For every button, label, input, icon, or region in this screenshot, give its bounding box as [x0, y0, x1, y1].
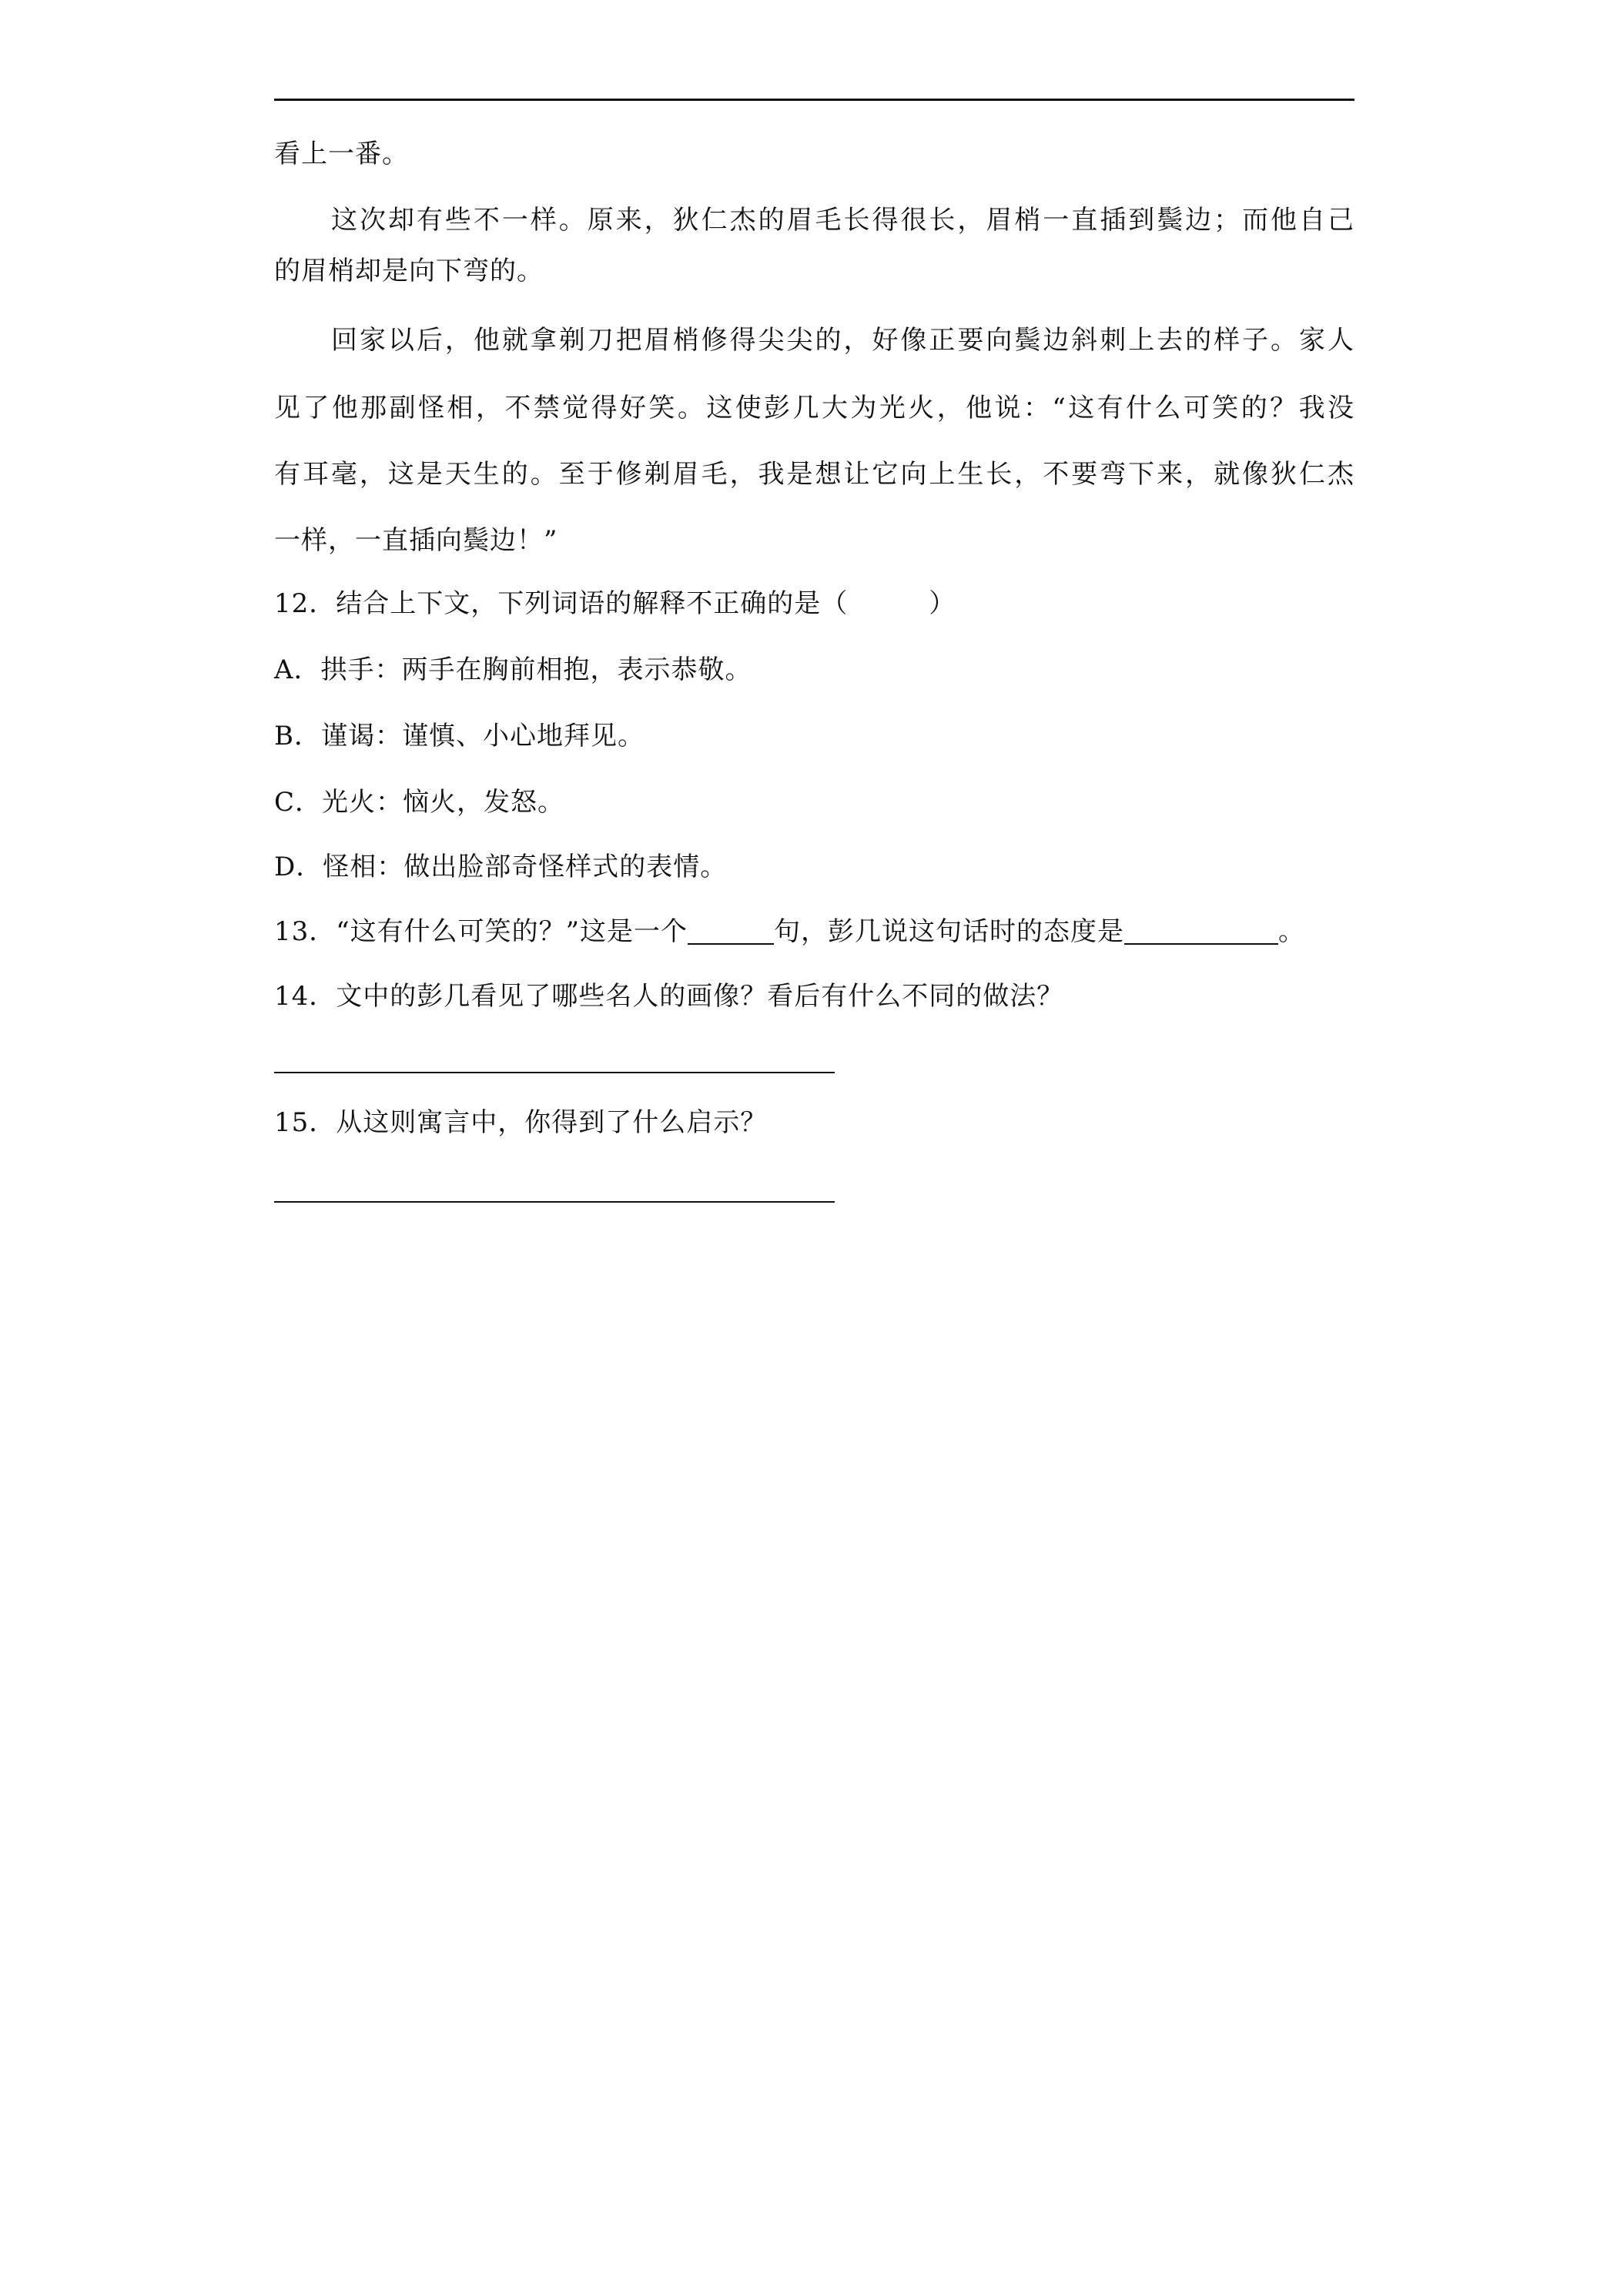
- passage-line: 回家以后，他就拿剃刀把眉梢修得尖尖的，好像正要向鬓边斜刺上去的样子。家人: [331, 325, 1354, 356]
- question-14-answer-line[interactable]: [274, 1072, 835, 1073]
- passage-line: 的眉梢却是向下弯的。: [274, 256, 544, 286]
- passage-line: 见了他那副怪相，不禁觉得好笑。这使彭几大为光火，他说：“这有什么可笑的？我没: [274, 393, 1354, 423]
- question-13: [274, 915, 1354, 949]
- question-14-stem: 14．文中的彭几看见了哪些名人的画像？看后有什么不同的做法？: [274, 981, 1064, 1012]
- question-13-part1: 13．“这有什么可笑的？”这是一个: [274, 916, 688, 947]
- question-12-option-d: D．怪相：做出脸部奇怪样式的表情。: [274, 852, 728, 882]
- question-12-option-b: B．谨谒：谨慎、小心地拜见。: [274, 721, 645, 751]
- question-13-blank-sentence-type[interactable]: [688, 919, 774, 945]
- question-12-option-a: A．拱手：两手在胸前相抱，表示恭敬。: [274, 654, 752, 685]
- question-13-blank-attitude[interactable]: [1124, 919, 1278, 945]
- passage-line: 一样，一直插向鬓边！”: [274, 525, 558, 556]
- question-13-part2: 句，彭几说这句话时的态度是: [774, 916, 1125, 947]
- header-rule: [274, 99, 1354, 101]
- question-13-part3: 。: [1278, 916, 1306, 947]
- question-12-stem: 12．结合上下文，下列词语的解释不正确的是（ ）: [274, 588, 956, 619]
- passage-line: 这次却有些不一样。原来，狄仁杰的眉毛长得很长，眉梢一直插到鬓边；而他自己: [331, 205, 1354, 236]
- question-12-option-c: C．光火：恼火，发怒。: [274, 787, 565, 818]
- passage-line: 有耳毫，这是天生的。至于修剃眉毛，我是想让它向上生长，不要弯下来，就像狄仁杰: [274, 459, 1354, 490]
- question-15-stem: 15．从这则寓言中，你得到了什么启示？: [274, 1107, 768, 1138]
- question-15-answer-line[interactable]: [274, 1201, 835, 1203]
- passage-line: 看上一番。: [274, 139, 409, 169]
